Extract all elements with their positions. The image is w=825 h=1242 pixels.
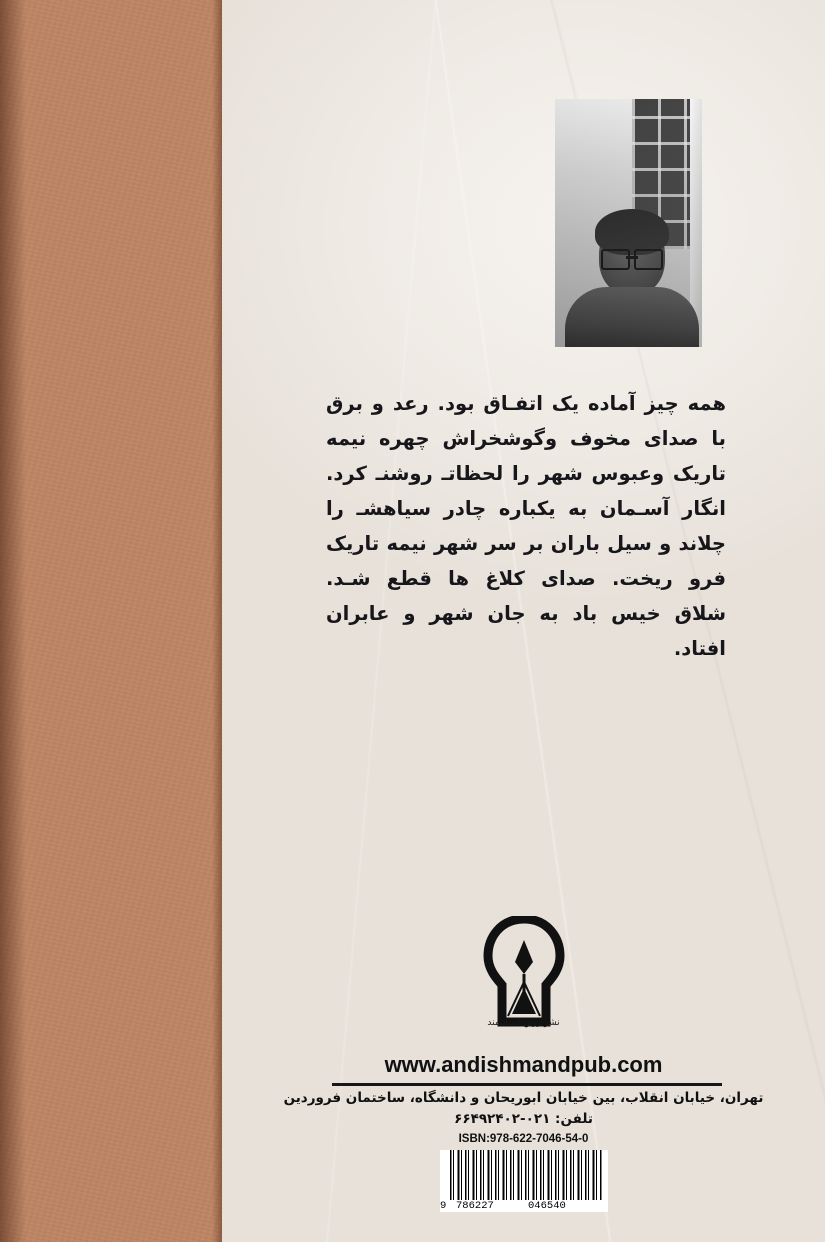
publisher-logo-caption: نشر زرین اندیشمند	[487, 1018, 560, 1028]
spine-panel	[0, 0, 222, 1242]
publisher-logo-icon	[478, 916, 570, 1028]
back-cover-blurb: همه چیز آماده یک اتفـاق بود. رعد و برق با صدای مخوف وگوشخراش چهره نیمه تاریک وعبوس شهر را لحظاتـ روشنـ کرد. انگار آسـمان به یکباره چادر سیاهشـ را چلاند و سیل باران بر سر شهر نیمه تاریک فرو ریخت. صدای کلاغ ها قطع شـد. شلاق خیس باد به جان شهر و عابران افتاد.	[326, 391, 726, 660]
divider-rule	[332, 1083, 722, 1086]
cover-panel	[222, 0, 825, 1242]
isbn-label: ISBN:978-622-7046-54-0	[458, 1133, 589, 1145]
isbn-barcode	[440, 1150, 608, 1212]
publisher-logo-block	[222, 916, 825, 1028]
publisher-website[interactable]: www.andishmandpub.com	[384, 1052, 663, 1077]
publisher-address-block	[222, 1088, 825, 1130]
barcode-bars	[450, 1150, 602, 1200]
publisher-phone: تلفن: ۰۲۱-۶۶۴۹۲۴۰۲	[454, 1111, 593, 1127]
barcode-digit-mid: 786227	[456, 1200, 494, 1212]
author-portrait	[555, 99, 702, 347]
spine-left-shadow	[0, 0, 26, 1242]
spine-right-shadow	[212, 0, 222, 1242]
spine-texture	[0, 0, 222, 1242]
portrait-shading	[555, 99, 702, 347]
barcode-digit-left: 9	[440, 1200, 447, 1212]
publisher-address: تهران، خیابان انقلاب، بین خیابان ابوریحان و دانشگاه، ساختمان فروردین	[283, 1090, 764, 1106]
barcode-digit-right: 046540	[528, 1200, 566, 1212]
